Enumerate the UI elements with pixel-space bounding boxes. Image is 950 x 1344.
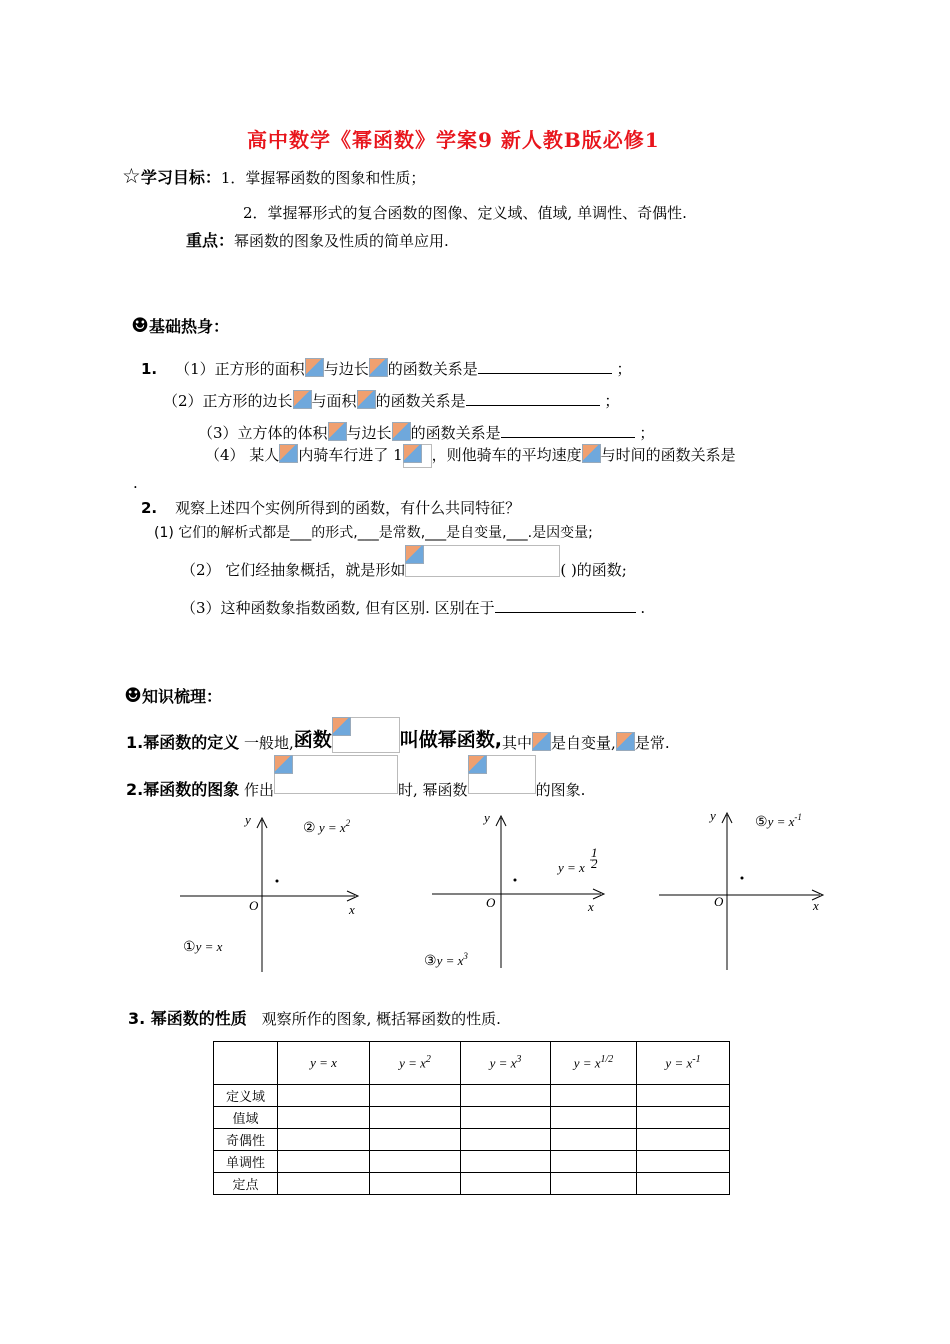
table-cell[interactable] xyxy=(278,1173,370,1195)
row-label: 定点 xyxy=(214,1173,278,1195)
table-cell[interactable] xyxy=(637,1173,730,1195)
q1-a-post: 的函数关系是 xyxy=(387,360,478,378)
table-cell[interactable] xyxy=(461,1173,551,1195)
origin-label: O xyxy=(249,898,259,913)
table-cell[interactable] xyxy=(461,1085,551,1107)
q1-d-mid2: ，则他骑车的平均速度 xyxy=(431,446,582,464)
table-row xyxy=(214,1129,730,1151)
table-cell[interactable] xyxy=(278,1129,370,1151)
dot-mark xyxy=(276,880,279,883)
dot-mark: . xyxy=(133,474,138,492)
q1-number: 1. xyxy=(141,360,158,378)
row-label: 值域 xyxy=(214,1107,278,1129)
warmup-header xyxy=(131,313,229,337)
def-post-1: 其中 xyxy=(502,734,533,752)
q1-c-mid: 与边长 xyxy=(346,424,392,442)
axis-x-label: x xyxy=(349,902,355,917)
row-label: 奇偶性 xyxy=(214,1129,278,1151)
table-cell[interactable] xyxy=(637,1151,730,1173)
axis-x-label: x xyxy=(588,899,594,914)
axis-x-label: x xyxy=(813,898,819,913)
graph-pre: 作出 xyxy=(244,781,275,799)
table-cell[interactable] xyxy=(370,1107,461,1129)
q1-c-pre: （3）立方体的体积 xyxy=(198,424,328,442)
q2-c: （3）这种函数象指数函数, 但有区别. 区别在于 . xyxy=(181,599,646,617)
page-title: 高中数学《幂函数》学案9 新人教B版必修1 xyxy=(247,128,660,152)
q2-a: (1) 它们的解析式都是___的形式,___是常数,___是自变量,___.是因变量; xyxy=(154,525,593,541)
curve-label-2: ② $y = x^2$ xyxy=(303,818,351,836)
graph-2 xyxy=(424,808,618,973)
table-corner-cell xyxy=(214,1042,278,1085)
q2-b-pre: （2） 它们经抽象概括，就是形如 xyxy=(181,561,406,579)
q2-text: 观察上述四个实例所得到的函数，有什么共同特征？ xyxy=(175,499,521,517)
image-placeholder-icon xyxy=(582,444,601,463)
properties-line xyxy=(128,1006,501,1029)
knowledge-label: 知识梳理： xyxy=(141,687,222,706)
q2-b-paren: ( )的函数; xyxy=(560,561,627,579)
table-cell[interactable] xyxy=(278,1085,370,1107)
origin-label: O xyxy=(486,895,496,910)
formula-image-frame xyxy=(405,545,560,577)
row-label: 单调性 xyxy=(214,1151,278,1173)
definition-line xyxy=(126,717,670,753)
table-cell[interactable] xyxy=(551,1151,637,1173)
properties-text: 观察所作的图象, 概括幂函数的性质. xyxy=(261,1010,501,1028)
star-icon: ☆ xyxy=(122,164,141,188)
table-cell[interactable] xyxy=(461,1107,551,1129)
q1-line-b: （2）正方形的边长 与面积 的函数关系是 ； xyxy=(163,392,620,410)
table-cell[interactable] xyxy=(637,1129,730,1151)
answer-blank[interactable] xyxy=(478,359,612,374)
formula-image-frame xyxy=(274,755,398,794)
image-placeholder-icon xyxy=(403,444,422,463)
image-placeholder-icon xyxy=(468,755,487,774)
table-cell[interactable] xyxy=(637,1085,730,1107)
q2-c-text: （3）这种函数象指数函数, 但有区别. 区别在于 xyxy=(181,599,495,617)
goal-item-2: 2．掌握幂形式的复合函数的图像、定义域、值域, 单调性、奇偶性. xyxy=(243,204,687,222)
q2-line xyxy=(141,497,520,518)
table-cell[interactable] xyxy=(370,1129,461,1151)
table-cell[interactable] xyxy=(278,1107,370,1129)
curve-label-5: ⑤y = $x^{-1}$ xyxy=(755,812,802,830)
q1-d-mid: 内骑车行进了 1 xyxy=(298,446,403,464)
axis-y-label: y xyxy=(710,808,716,823)
table-cell[interactable] xyxy=(370,1173,461,1195)
q2-b xyxy=(181,545,627,577)
goals-label: 学习目标： xyxy=(140,168,221,187)
image-placeholder-icon xyxy=(274,755,293,774)
table-header: y = x xyxy=(278,1042,370,1085)
graph-mid: 时, 幂函数 xyxy=(398,781,468,799)
image-placeholder-icon xyxy=(332,717,351,736)
image-placeholder-icon xyxy=(328,422,347,441)
def-bold-2: 叫做幂函数, xyxy=(399,729,503,751)
image-placeholder-icon xyxy=(305,358,324,377)
image-placeholder-icon xyxy=(369,358,388,377)
q1-b-mid: 与面积 xyxy=(311,392,357,410)
exp-numerator: 1 xyxy=(591,845,598,860)
table-cell[interactable] xyxy=(551,1085,637,1107)
q1-b-post: 的函数关系是 xyxy=(375,392,466,410)
formula-image-frame xyxy=(468,755,536,794)
dot-mark xyxy=(741,877,744,880)
q1-d-pre: （4） 某人 xyxy=(205,446,280,464)
table-header: $y = x^2$ xyxy=(370,1042,461,1085)
table-header: $y = x^{-1}$ xyxy=(637,1042,730,1085)
def-bold-1: 函数 xyxy=(293,729,332,751)
graph-3 xyxy=(655,805,835,970)
q1-c-post: 的函数关系是 xyxy=(410,424,501,442)
key-text: 幂函数的图象及性质的简单应用. xyxy=(234,232,449,250)
q2-number: 2. xyxy=(141,499,158,517)
def-pre: 一般地, xyxy=(244,734,294,752)
graph-1 xyxy=(175,810,365,975)
table-cell[interactable] xyxy=(278,1151,370,1173)
image-placeholder-icon xyxy=(392,422,411,441)
table-cell[interactable] xyxy=(637,1107,730,1129)
q1-d-post: 与时间的函数关系是 xyxy=(600,446,736,464)
curve-label-4: y = x xyxy=(558,860,585,875)
q1-line-c: （3）立方体的体积 与边长 的函数关系是 ； xyxy=(198,424,655,442)
q1-a-mid: 与边长 xyxy=(323,360,369,378)
key-label: 重点： xyxy=(186,231,235,250)
table-row xyxy=(214,1107,730,1129)
def-post-2: 是自变量, xyxy=(551,734,616,752)
goals-header xyxy=(122,164,425,188)
formula-image-frame xyxy=(332,717,400,753)
image-placeholder-icon xyxy=(279,444,298,463)
graph-label: 2.幂函数的图象 xyxy=(126,780,240,799)
q1-line-a: 1. （1）正方形的面积 与边长 的函数关系是 ； xyxy=(141,360,632,378)
row-label: 定义域 xyxy=(214,1085,278,1107)
q1-line-d xyxy=(205,444,736,468)
properties-table xyxy=(213,1041,730,1195)
graph-post: 的图象. xyxy=(535,781,586,799)
table-header-row xyxy=(214,1042,730,1085)
answer-blank[interactable] xyxy=(466,391,600,406)
table-cell[interactable] xyxy=(370,1151,461,1173)
smiley-icon: ☻ xyxy=(124,683,142,707)
knowledge-header xyxy=(124,683,222,707)
answer-blank[interactable] xyxy=(495,598,636,613)
table-cell[interactable] xyxy=(461,1151,551,1173)
origin-label: O xyxy=(714,894,724,909)
def-post-3: 是常. xyxy=(634,734,670,752)
curve-label-3: ③y = $x^3$ xyxy=(424,951,468,969)
curve-label-1: ①y = x xyxy=(183,939,223,955)
image-placeholder-icon xyxy=(616,732,635,751)
formula-image-frame xyxy=(403,444,432,468)
table-row xyxy=(214,1085,730,1107)
table-header: $y = x^{1/2}$ xyxy=(551,1042,637,1085)
smiley-icon: ☻ xyxy=(131,313,149,337)
axis-y-label: y xyxy=(245,812,251,827)
image-placeholder-icon xyxy=(532,732,551,751)
axis-y-label: y xyxy=(484,810,490,825)
table-cell[interactable] xyxy=(551,1129,637,1151)
warmup-label: 基础热身： xyxy=(148,317,229,336)
table-row xyxy=(214,1173,730,1195)
table-cell[interactable] xyxy=(551,1173,637,1195)
table-cell[interactable] xyxy=(370,1085,461,1107)
answer-blank[interactable] xyxy=(501,423,635,438)
graph-line xyxy=(126,755,586,799)
table-header: $y = x^3$ xyxy=(461,1042,551,1085)
key-point xyxy=(186,228,449,251)
exp-denominator: 2 xyxy=(591,856,598,871)
table-cell[interactable] xyxy=(551,1107,637,1129)
table-row xyxy=(214,1151,730,1173)
image-placeholder-icon xyxy=(293,390,312,409)
q1-b-pre: （2）正方形的边长 xyxy=(163,392,293,410)
dot-mark xyxy=(514,879,517,882)
table-cell[interactable] xyxy=(461,1129,551,1151)
properties-label: 3. 幂函数的性质 xyxy=(128,1009,247,1028)
q1-a-pre: （1）正方形的面积 xyxy=(175,360,305,378)
definition-label: 1.幂函数的定义 xyxy=(126,733,240,752)
image-placeholder-icon xyxy=(405,545,424,564)
goal-item-1: 1．掌握幂函数的图象和性质； xyxy=(220,169,426,187)
image-placeholder-icon xyxy=(357,390,376,409)
